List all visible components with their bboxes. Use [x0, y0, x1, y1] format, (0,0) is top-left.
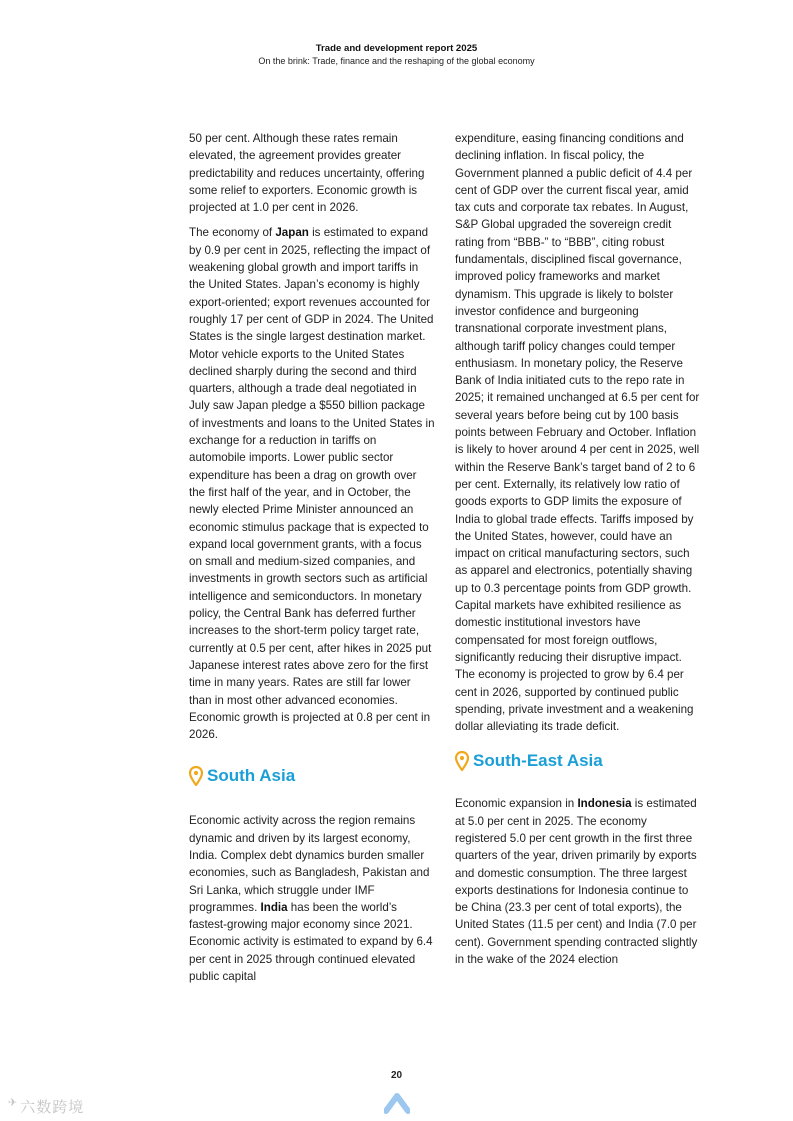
running-header [0, 42, 793, 67]
country-name-indonesia: Indonesia [577, 797, 632, 811]
paragraph: 50 per cent. Although these rates remain elevated, the agreement provides greater predictability and reduces uncertainty, offering some relief to exporters. Economic growth is projected at 1.0 per cent in 2026. [189, 132, 425, 215]
paragraph-south-asia: Economic activity across the region remains dynamic and driven by its largest economy, India. Complex debt dynamics burden smaller economies, such as Bangladesh, Pakistan and Sri Lanka, which struggle under IMF programmes. India has been the world’s fastest-growing major economy since 2021. Economic activity is estimated to expand by 6.4 per cent in 2025 through continued elevated public capital [189, 814, 433, 984]
section-heading-south-asia [189, 765, 435, 787]
location-pin-icon [189, 766, 203, 786]
chevron-up-icon [384, 1090, 410, 1114]
section-title: South-East Asia [473, 751, 603, 771]
location-pin-icon [455, 751, 469, 771]
report-subtitle: On the brink: Trade, finance and the reshaping of the global economy [258, 56, 535, 66]
left-column [189, 130, 435, 985]
section-title: South Asia [207, 766, 296, 786]
section-heading-south-east-asia [455, 750, 701, 772]
watermark-text: 六数跨境 [20, 1098, 85, 1116]
paragraph-india: expenditure, easing financing conditions and declining inflation. In fiscal policy, the Government planned a public deficit of 4.4 per cent of GDP over the current fiscal year, amid tax cuts and corporate tax rebates. In August, S&P Global upgraded the sovereign credit rating from “BBB-” to “BBB”, citing robust fundamentals, disciplined fiscal governance, improved policy frameworks and market dynamism. This upgrade is likely to bolster investor confidence and burgeoning transnational corporate investment plans, although tariff policy changes could temper enthusiasm. In monetary policy, the Reserve Bank of India initiated cuts to the repo rate in 2025; it remained unchanged at 6.5 per cent for several years before being cut by 100 basis points between February and October. Inflation is likely to hover around 4 per cent in 2025, well within the Reserve Bank’s target band of 2 to 6 per cent. Externally, its relatively low ratio of goods exports to GDP limits the exposure of India to global trade effects. Tariffs imposed by the United States, however, could have an impact on critical manufacturing sectors, such as apparel and electronics, potentially shaving up to 0.3 percentage points from GDP growth. Capital markets have exhibited resilience as domestic institutional investors have compensated for most foreign outflows, significantly reducing their disruptive impact. The economy is projected to grow by 6.4 per cent in 2026, supported by continued public spending, private investment and a weakening dollar alleviating its trade deficit. [455, 132, 700, 734]
page-number: 20 [390, 1070, 403, 1081]
country-name-japan: Japan [275, 226, 309, 240]
report-title: Trade and development report 2025 [315, 43, 478, 54]
paragraph-indonesia: Economic expansion in Indonesia is estimated at 5.0 per cent in 2025. The economy registered 5.0 per cent growth in the first three quarters of the year, driven primarily by exports and domestic consumption. The three largest exports destinations for Indonesia continue to be China (23.3 per cent of total exports), the United States (11.5 per cent) and India (7.0 per cent). Government spending contracted slightly in the wake of the 2024 election [455, 797, 698, 967]
country-name-india: India [260, 900, 288, 914]
paragraph-japan: The economy of Japan is estimated to expand by 0.9 per cent in 2025, reflecting the impact of weakening global growth and import tariffs in the United States. Japan’s economy is highly export-oriented; export revenues accounted for roughly 17 per cent of GDP in 2024. The United States is the single largest destination market. Motor vehicle exports to the United States declined sharply during the second and third quarters, although a trade deal negotiated in July saw Japan pledge a $550 billion package of investments and loans to the United States in exchange for a reduction in tariffs on automobile imports. Lower public sector expenditure has been a drag on growth over the first half of the year, and in October, the newly elected Prime Minister announced an economic stimulus package that is expected to expand local government grants, with a focus on small and medium-sized companies, and investments in growth sectors such as artificial intelligence and semiconductors. In monetary policy, the Central Bank has deferred further increases to the short-term policy target rate, currently at 0.5 per cent, after hikes in 2025 put Japanese interest rates above zero for the first time in many years. Rates are still far lower than in most other advanced economies. Economic growth is projected at 0.8 per cent in 2026. [189, 226, 435, 742]
watermark-mark-icon: ✈ [8, 1096, 19, 1109]
watermark-logo [8, 1096, 84, 1117]
right-column [455, 130, 701, 968]
